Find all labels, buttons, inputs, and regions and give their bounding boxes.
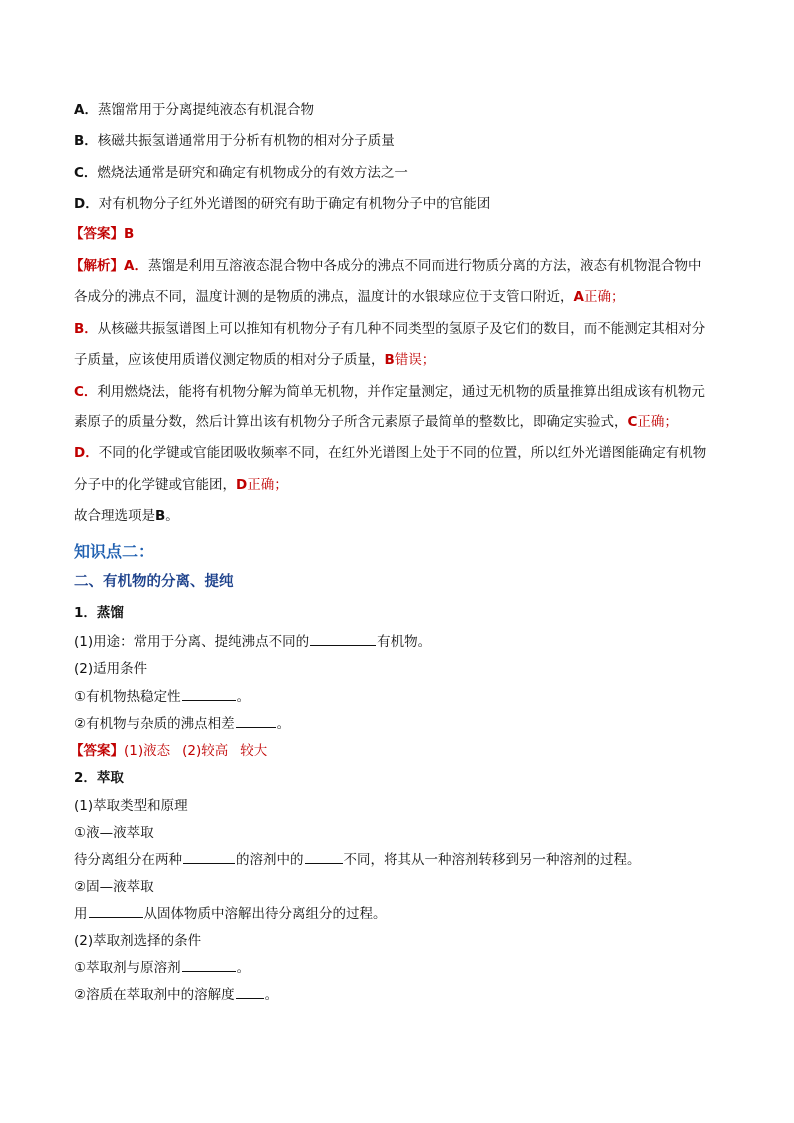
distillation-use-suffix: 有机物。	[377, 634, 432, 650]
option-d	[74, 193, 490, 215]
extraction-title: 2．萃取	[74, 770, 124, 786]
distillation-answer-2: (2)较高	[182, 743, 229, 759]
extraction-sl-title: ②固—液萃取	[74, 879, 154, 895]
distillation-title: 1．蒸馏	[74, 605, 124, 621]
analysis-a-text1: 蒸馏是利用互溶液态混合物中各成分的沸点不同而进行物质分离的方法，液态有机物混合物中	[147, 258, 702, 274]
fill-blank	[183, 850, 235, 864]
extraction-cond1	[74, 957, 250, 979]
section-title: 二、有机物的分离、提纯	[74, 574, 234, 590]
fill-blank	[89, 904, 143, 918]
analysis-d-text1: 不同的化学键或官能团吸收频率不同，在红外光谱图上处于不同的位置，所以红外光谱图能确定有机物	[98, 445, 707, 461]
extraction-cond2	[74, 984, 278, 1006]
fill-blank	[236, 714, 276, 728]
option-a	[74, 99, 314, 121]
distillation-answer-3: 较大	[240, 743, 268, 759]
knowledge-heading: 知识点二：	[74, 542, 155, 561]
analysis-c-mark: C	[627, 414, 638, 430]
fill-blank	[182, 687, 236, 701]
analysis-d-line2	[74, 474, 288, 496]
analysis-d-line1	[74, 442, 706, 464]
analysis-c-text2: 素原子的质量分数，然后计算出该有机物分子所含元素原子最简单的整数比，即确定实验式，	[74, 414, 628, 430]
distillation-cond-title: (2)适用条件	[74, 661, 148, 677]
analysis-a-mark: A	[573, 289, 584, 305]
distillation-answer-label: 【答案】	[70, 743, 124, 759]
option-b-text: 核磁共振氢谱通常用于分析有机物的相对分子质量	[97, 133, 395, 149]
answer-line	[70, 223, 134, 245]
extraction-ll-title: ①液—液萃取	[74, 825, 154, 841]
analysis-b-text2: 子质量，应该使用质谱仪测定物质的相对分子质量，	[74, 352, 385, 368]
analysis-c-letter: C．	[74, 384, 98, 400]
answer-label: 【答案】	[70, 226, 124, 242]
analysis-b-line2	[74, 349, 435, 371]
analysis-conclusion	[74, 505, 179, 527]
fill-blank	[182, 958, 236, 972]
distillation-answer-1: (1)液态	[124, 743, 171, 759]
option-a-letter: A．	[74, 102, 98, 118]
conclusion-prefix: 故合理选项是	[74, 508, 155, 524]
analysis-b-verdict: 错误；	[394, 352, 436, 368]
analysis-d-letter: D．	[74, 445, 99, 461]
distillation-use-prefix: (1)用途：常用于分离、提纯沸点不同的	[74, 634, 310, 650]
distillation-cond1	[74, 686, 250, 708]
option-c-text: 燃烧法通常是研究和确定有机物成分的有效方法之一	[97, 165, 408, 181]
option-a-text: 蒸馏常用于分离提纯液态有机混合物	[97, 102, 314, 118]
analysis-a-verdict: 正确；	[583, 289, 625, 305]
analysis-b-letter: B．	[74, 321, 98, 337]
answer-value: B	[124, 226, 135, 242]
analysis-a-line1	[70, 255, 701, 277]
fill-blank	[305, 850, 343, 864]
extraction-types-title: (1)萃取类型和原理	[74, 798, 188, 814]
conclusion-suffix: 。	[165, 508, 179, 524]
analysis-a-letter: A．	[124, 258, 148, 274]
distillation-use	[74, 631, 431, 653]
analysis-d-text2: 分子中的化学键或官能团，	[74, 477, 236, 493]
extraction-ll-p3: 不同，将其从一种溶剂转移到另一种溶剂的过程。	[343, 852, 641, 868]
extraction-cond2-prefix: ②溶质在萃取剂中的溶解度	[74, 987, 235, 1003]
analysis-a-text2: 各成分的沸点不同，温度计测的是物质的沸点，温度计的水银球应位于支管口附近，	[74, 289, 574, 305]
analysis-d-verdict: 正确；	[247, 477, 288, 493]
analysis-a-line2	[74, 286, 624, 308]
extraction-cond2-suffix: 。	[264, 987, 279, 1003]
distillation-cond1-prefix: ①有机物热稳定性	[74, 689, 181, 705]
analysis-c-verdict: 正确；	[637, 414, 678, 430]
analysis-c-text1: 利用燃烧法，能将有机物分解为简单无机物，并作定量测定，通过无机物的质量推算出组成该有机物元	[97, 384, 705, 400]
analysis-label: 【解析】	[70, 258, 124, 274]
extraction-ll-p1: 待分离组分在两种	[74, 852, 182, 868]
option-d-text: 对有机物分子红外光谱图的研究有助于确定有机物分子中的官能团	[98, 196, 491, 212]
distillation-cond1-suffix: 。	[236, 689, 251, 705]
distillation-cond2	[74, 713, 290, 735]
analysis-b-text1: 从核磁共振氢谱图上可以推知有机物分子有几种不同类型的氢原子及它们的数目，而不能测定其相对分	[97, 321, 706, 337]
distillation-cond2-prefix: ②有机物与杂质的沸点相差	[74, 716, 235, 732]
extraction-cond1-prefix: ①萃取剂与原溶剂	[74, 960, 181, 976]
analysis-c-line2	[74, 411, 678, 433]
extraction-cond-title: (2)萃取剂选择的条件	[74, 933, 202, 949]
extraction-sl-p2: 从固体物质中溶解出待分离组分的过程。	[143, 906, 387, 922]
option-c	[74, 162, 408, 184]
fill-blank	[236, 985, 264, 999]
conclusion-mark: B	[155, 508, 166, 524]
extraction-ll-p2: 的溶剂中的	[236, 852, 304, 868]
extraction-cond1-suffix: 。	[236, 960, 251, 976]
option-d-letter: D．	[74, 196, 99, 212]
extraction-sl-p1: 用	[74, 906, 88, 922]
analysis-b-mark: B	[384, 352, 395, 368]
extraction-ll-text	[74, 849, 641, 871]
analysis-b-line1	[74, 318, 705, 340]
analysis-c-line1	[74, 381, 705, 403]
analysis-d-mark: D	[236, 477, 248, 493]
distillation-cond2-suffix: 。	[276, 716, 291, 732]
option-b-letter: B．	[74, 133, 98, 149]
option-b	[74, 130, 395, 152]
fill-blank	[310, 632, 376, 646]
distillation-answer	[70, 740, 267, 762]
option-c-letter: C．	[74, 165, 98, 181]
extraction-sl-text	[74, 903, 387, 925]
